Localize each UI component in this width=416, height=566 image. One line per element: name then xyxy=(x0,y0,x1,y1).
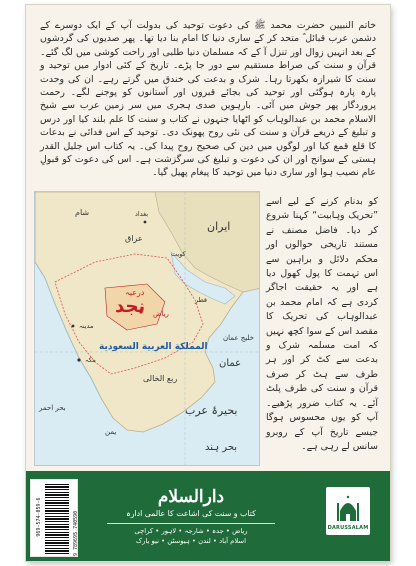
side-paragraph: کو بدنام کرنے کے لیے اسے ”تحریک وہابیت“ کہنا شروع کر دیا۔ فاضل مصنف نے مستند تاریخی حوالوں اور محکم دلائل و براہین سے اس تہمت کا پول کھول دیا ہے اور یہ حقیقت اجاگر کردی ہے کہ امام محمد بن عبدالوہاب کی تحریک کا مقصد اس کے سوا کچھ نہیں کہ امت مسلمہ شرک و بدعت سے کٹ کر اور ہر طرف سے ہٹ کر صرف قرآن و سنت کی طرف پلٹ آئے۔ یہ کتاب ضرور پڑھیے۔ آپ کو یوں محسوس ہوگا جیسے تاریخ آپ کے روبرو سانس لے رہی ہے۔ xyxy=(266,196,378,452)
isbn-top-number: 969-574-059-6 xyxy=(36,497,42,537)
isbn-barcode xyxy=(30,479,78,557)
label-gulf-oman: خلیج عمان xyxy=(223,334,254,342)
publisher-name: دارالسلام xyxy=(157,487,225,507)
publisher-block xyxy=(96,487,286,546)
label-baghdad: بغداد xyxy=(135,210,149,218)
description-paragraph: خاتم النبیین حضرت محمد ﷺ کی دعوت توحید کی بدولت آپ کے ایک دوسرے کے دشمن عرب قبائل ؓ متحد کر کے ساری دنیا کا امام بنا دیا تھا۔ پھر صدیوں کی گردشوں کے بعد انہیں زوال اور تنزل آ کے کہ مسلمان دنیا طلبی اور راحت کوشی میں لگ گئے۔ قرآن و سنت کی صراط مستقیم سے دور جا پڑے۔ تاریخ کے کئی ادوار میں توحید و سنت کا شیرازہ بکھرتا رہا۔ شرک و بدعت کی خندق میں گرتے رہے۔ ان کی وحدت پارہ پارہ ہوگئی اور توحید کی بجائے قبروں اور آستانوں کو پوجنے لگے۔ رحمت پروردگار پھر جوش میں آئی۔ بارہویں صدی ہجری میں سر زمین عرب سے شیخ الاسلام محمد بن عبدالوہاب کو اٹھایا جنہوں نے کتاب و سنت کا علم بلند کیا اور درس و تبلیغ کے ذریعے قرآن و سنت کی نئی روح پھونک دی۔ توحید کے اس فدائی نے بدعات کا قلع قمع کیا اور لوگوں میں دین کی صحیح روح پیدا کی۔ یہ کتاب اس جلیل القدر ہستی کے سوانح اور ان کی دعوت و تبلیغ کی سرگزشت ہے۔ اس کی دعوت کو قبولِ عام نصیب ہوا اور ساری دنیا میں توحید کا پیغام پھیل گیا۔ xyxy=(40,20,376,179)
label-arabian-sea-2: بحر ہند xyxy=(205,442,238,453)
isbn-bottom-number: 9 789695 740590 xyxy=(73,510,79,556)
barcode-bars xyxy=(45,484,69,554)
publisher-tagline: کتاب و سنت کی اشاعت کا عالمی ادارہ xyxy=(126,509,256,518)
label-yemen: یمن xyxy=(105,428,117,436)
label-rub-khali: ربع الخالی xyxy=(143,374,178,383)
map-marker-madinah xyxy=(72,325,75,328)
label-iraq: عراق xyxy=(125,234,143,243)
label-qatar: قطر xyxy=(195,296,208,304)
label-riyadh: ریاض xyxy=(153,310,169,318)
book-back-cover xyxy=(26,5,390,561)
label-saudi: المملكة العربية السعودية xyxy=(99,342,208,352)
map-marker-makkah xyxy=(77,358,80,361)
label-arabian-sea: بحیرۂ عرب xyxy=(185,404,238,417)
publisher-logo xyxy=(326,487,370,535)
publisher-divider xyxy=(107,523,275,524)
arabia-map xyxy=(34,191,260,466)
publisher-cities-2: اسلام آباد • لندن • ہیوسٹن • نیو یارک xyxy=(136,536,246,545)
label-red-sea: بحر احمر xyxy=(39,404,66,412)
logo-text: DARUSSALAM xyxy=(327,525,369,531)
label-iran: ایران xyxy=(207,220,231,233)
label-oman: عمان xyxy=(219,358,242,369)
label-makkah: مکہ xyxy=(85,356,96,364)
map-marker-baghdad xyxy=(144,221,147,224)
label-dariyah: درعیہ xyxy=(125,288,145,297)
mosque-icon xyxy=(336,493,360,523)
map-graphic xyxy=(35,192,260,466)
label-sham: شام xyxy=(75,208,90,217)
label-kuwait: کویت xyxy=(171,250,186,258)
publisher-footer xyxy=(26,471,390,561)
label-madinah: مدینہ xyxy=(79,322,94,330)
publisher-cities-1: ریاض • جدہ • شارجہ • لاہور • کراچی xyxy=(134,527,248,535)
label-najd: نجد xyxy=(115,296,146,317)
